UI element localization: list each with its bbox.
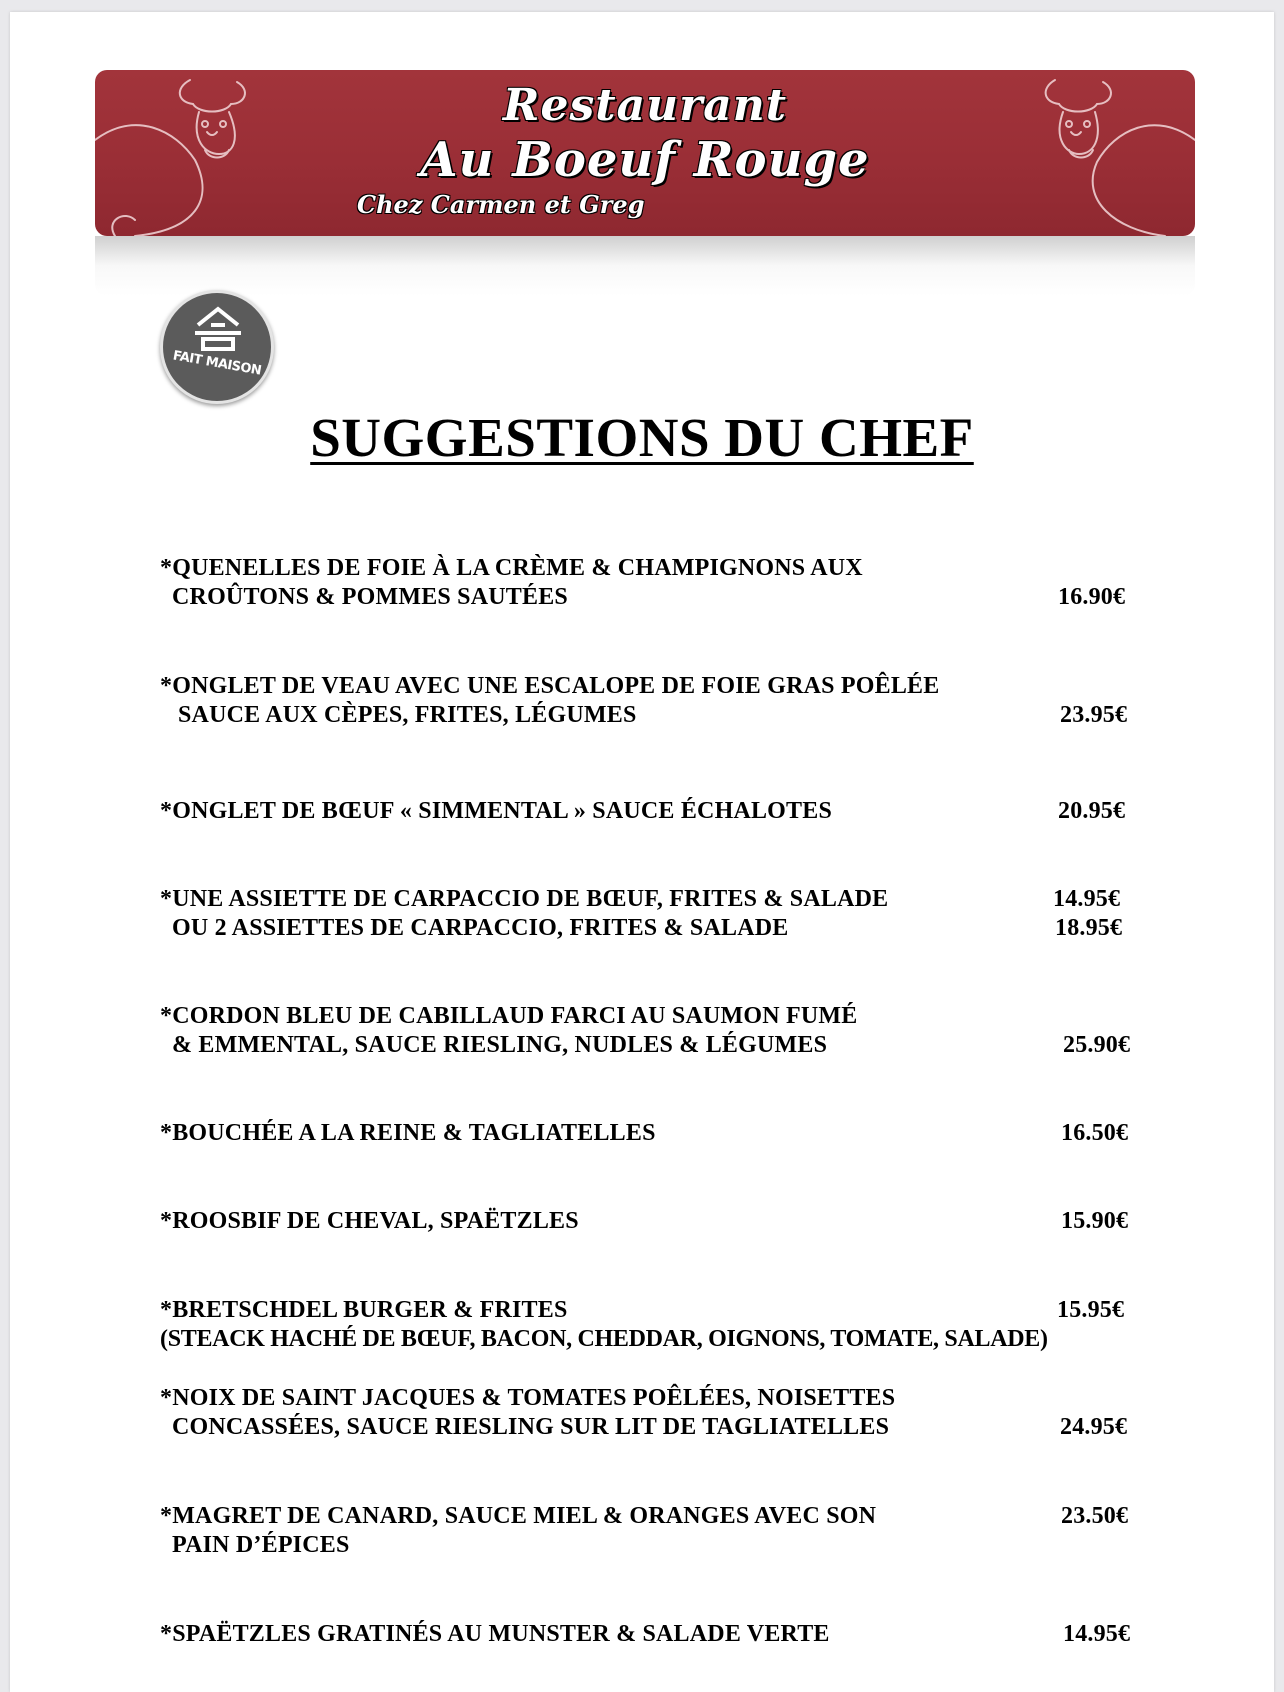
item-name-line <box>160 797 1126 826</box>
item-name: *CORDON BLEU DE CABILLAUD FARCI AU SAUMON FUMÉ <box>160 1003 858 1029</box>
item-name: *ONGLET DE VEAU AVEC UNE ESCALOPE DE FOIE GRAS POÊLÉE <box>160 673 940 699</box>
item-description: PAIN D’ÉPICES <box>172 1532 350 1558</box>
menu-item <box>160 1502 1129 1560</box>
item-name-line <box>160 1620 1131 1649</box>
item-price: 16.50€ <box>1061 1120 1129 1146</box>
house-icon <box>193 305 243 353</box>
item-price: 18.95€ <box>1055 915 1123 941</box>
menu-page <box>10 12 1274 1692</box>
restaurant-banner <box>95 70 1195 300</box>
menu-item <box>160 1620 1131 1649</box>
item-name: *BRETSCHDEL BURGER & FRITES <box>160 1297 568 1323</box>
item-description-text: CONCASSÉES, SAUCE RIESLING SUR LIT DE TAGLIATELLES <box>172 1414 890 1440</box>
restaurant-name: Au Boeuf Rouge <box>420 132 870 188</box>
item-name-line <box>160 1207 1129 1236</box>
page-title: SUGGESTIONS DU CHEF <box>310 407 974 468</box>
item-name-line <box>160 885 1120 914</box>
item-name: *BOUCHÉE A LA REINE & TAGLIATELLES <box>160 1120 656 1146</box>
item-price: 24.95€ <box>1060 1414 1128 1440</box>
item-price: 15.95€ <box>1057 1297 1125 1323</box>
item-name: *SPAËTZLES GRATINÉS AU MUNSTER & SALADE VERTE <box>160 1621 830 1647</box>
item-description-text: CROÛTONS & POMMES SAUTÉES <box>172 584 568 610</box>
item-name: *MAGRET DE CANARD, SAUCE MIEL & ORANGES AVEC SON <box>160 1503 877 1529</box>
item-name: *ROOSBIF DE CHEVAL, SPAËTZLES <box>160 1208 579 1234</box>
item-price: 14.95€ <box>1053 886 1121 912</box>
item-name: *NOIX DE SAINT JACQUES & TOMATES POÊLÉES, NOISETTES <box>160 1385 896 1411</box>
item-description-text: & EMMENTAL, SAUCE RIESLING, NUDLES & LÉGUMES <box>172 1032 828 1058</box>
item-description: (STEACK HACHÉ DE BŒUF, BACON, CHEDDAR, OIGNONS, TOMATE, SALADE) <box>160 1326 1048 1352</box>
item-description <box>160 583 1126 612</box>
item-description <box>160 701 1128 730</box>
item-price: 14.95€ <box>1063 1621 1131 1647</box>
banner-text <box>95 70 1195 236</box>
menu-item <box>160 797 1126 826</box>
item-price: 25.90€ <box>1063 1032 1131 1058</box>
banner-background <box>95 70 1195 236</box>
banner-reflection <box>95 236 1195 296</box>
item-description-text: SAUCE AUX CÈPES, FRITES, LÉGUMES <box>178 702 637 728</box>
item-description <box>160 914 1123 943</box>
menu-item <box>160 885 1123 943</box>
menu-item <box>160 1002 1131 1060</box>
item-price: 15.90€ <box>1061 1208 1129 1234</box>
menu-item <box>160 1119 1129 1148</box>
menu-item <box>160 554 1126 612</box>
menu-item <box>160 1296 1125 1354</box>
menu-item <box>160 1207 1129 1236</box>
menu-item <box>160 672 1128 730</box>
item-price: 23.50€ <box>1061 1503 1129 1529</box>
restaurant-label: Restaurant <box>502 80 788 131</box>
item-name-line <box>160 1502 1129 1531</box>
fait-maison-badge <box>160 290 274 404</box>
item-description <box>160 1413 1128 1442</box>
item-price: 16.90€ <box>1058 584 1126 610</box>
item-name: *UNE ASSIETTE DE CARPACCIO DE BŒUF, FRITES & SALADE <box>160 886 889 912</box>
item-name: *QUENELLES DE FOIE À LA CRÈME & CHAMPIGNONS AUX <box>160 555 863 581</box>
item-price: 20.95€ <box>1058 798 1126 824</box>
badge-label: FAIT MAISON <box>171 348 263 379</box>
menu-item <box>160 1384 1128 1442</box>
item-description-text: OU 2 ASSIETTES DE CARPACCIO, FRITES & SALADE <box>172 915 789 941</box>
item-name: *ONGLET DE BŒUF « SIMMENTAL » SAUCE ÉCHALOTES <box>160 798 833 824</box>
restaurant-owners: Chez Carmen et Greg <box>357 190 645 219</box>
item-name-line <box>160 1296 1125 1325</box>
item-price: 23.95€ <box>1060 702 1128 728</box>
item-description <box>160 1031 1131 1060</box>
item-name-line <box>160 1119 1129 1148</box>
